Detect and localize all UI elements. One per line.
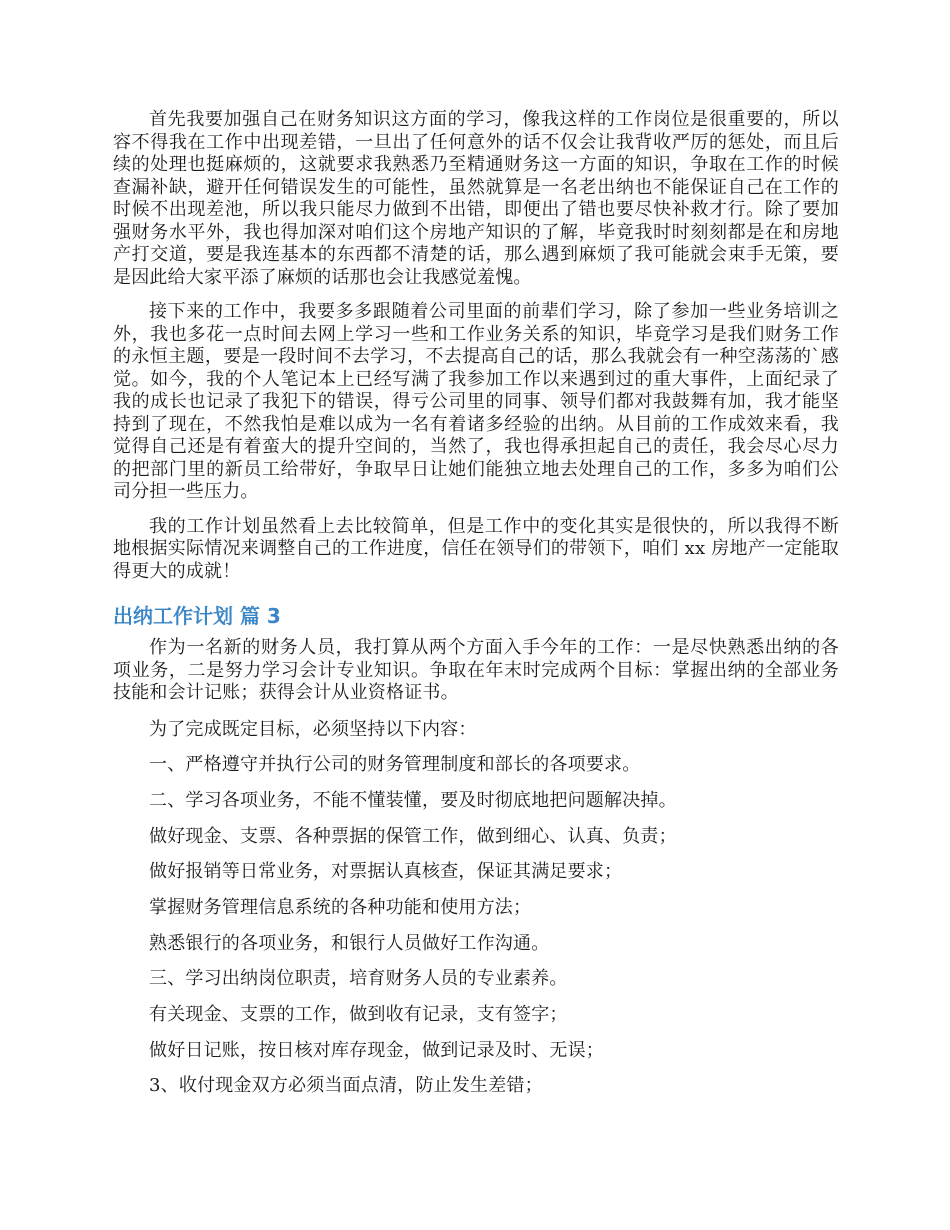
list-item: 做好现金、支票、各种票据的保管工作，做到细心、认真、负责； <box>149 825 677 847</box>
paragraph-finance-study: 首先我要加强自己在财务知识这方面的学习，像我这样的工作岗位是很重要的，所以容不得我在工作中出现差错，一旦出了任何意外的话不仅会让我背收严厉的惩处，而且后续的处理也挺麻烦的，这就要求我熟悉乃至精通财务这一方面的知识，争取在工作的时候查漏补缺，避开任何错误发生的可能性，虽然就算是一名老出纳也不能保证自己在工作的时候不出现差池，所以我只能尽力做到不出错，即便出了错也要尽快补救才行。除了要加强财务水平外，我也得加深对咱们这个房地产知识的了解，毕竟我时时刻刻都是在和房地产打交道，要是我连基本的东西都不清楚的话，那么遇到麻烦了我可能就会束手无策，要是因此给大家平添了麻烦的话那也会让我感觉羞愧。 <box>113 109 839 288</box>
list-item: 3、收付现金双方必须当面点清，防止发生差错； <box>149 1075 543 1097</box>
list-item: 一、严格遵守并执行公司的财务管理制度和部长的各项要求。 <box>149 754 641 776</box>
list-item: 为了完成既定目标，必须坚持以下内容： <box>149 718 477 740</box>
paragraph-intro: 作为一名新的财务人员，我打算从两个方面入手今年的工作：一是尽快熟悉出纳的各项业务，二是努力学习会计专业知识。争取在年末时完成两个目标：掌握出纳的全部业务技能和会计记账；获得会计从业资格证书。 <box>113 637 839 703</box>
paragraph-learning: 接下来的工作中，我要多多跟随着公司里面的前辈们学习，除了参加一些业务培训之外，我也多花一点时间去网上学习一些和工作业务关系的知识，毕竟学习是我们财务工作的永恒主题，要是一段时间不去学习，不去提高自己的话，那么我就会有一种空荡荡的`感觉。如今，我的个人笔记本上已经写满了我参加工作以来遇到过的重大事件，上面纪录了我的成长也记录了我犯下的错误，得亏公司里的同事、领导们都对我鼓舞有加，我才能坚持到了现在，不然我怕是难以成为一名有着诸多经验的出纳。从目前的工作成效来看，我觉得自己还是有着蛮大的提升空间的，当然了，我也得承担起自己的责任，我会尽心尽力的把部门里的新员工给带好，争取早日让她们能独立地去处理自己的工作，多多为咱们公司分担一些压力。 <box>113 301 839 502</box>
list-item: 二、学习各项业务，不能不懂装懂，要及时彻底地把问题解决掉。 <box>149 789 677 811</box>
list-item: 熟悉银行的各项业务，和银行人员做好工作沟通。 <box>149 932 550 954</box>
list-item: 有关现金、支票的工作，做到收有记录，支有签字； <box>149 1004 568 1025</box>
document-body <box>113 109 839 1111</box>
list-item: 做好报销等日常业务，对票据认真核查，保证其满足要求； <box>149 861 623 883</box>
list-item: 掌握财务管理信息系统的各种功能和使用方法； <box>149 896 532 918</box>
list-item: 三、学习出纳岗位职责，培育财务人员的专业素养。 <box>149 968 568 990</box>
paragraph-summary: 我的工作计划虽然看上去比较简单，但是工作中的变化其实是很快的，所以我得不断地根据实际情况来调整自己的工作进度，信任在领导们的带领下，咱们 xx 房地产一定能取得更大的成就！ <box>113 515 839 582</box>
section-heading: 出纳工作计划 篇 3 <box>113 604 281 628</box>
list-item: 做好日记账，按日核对库存现金，做到记录及时、无误； <box>149 1039 604 1061</box>
